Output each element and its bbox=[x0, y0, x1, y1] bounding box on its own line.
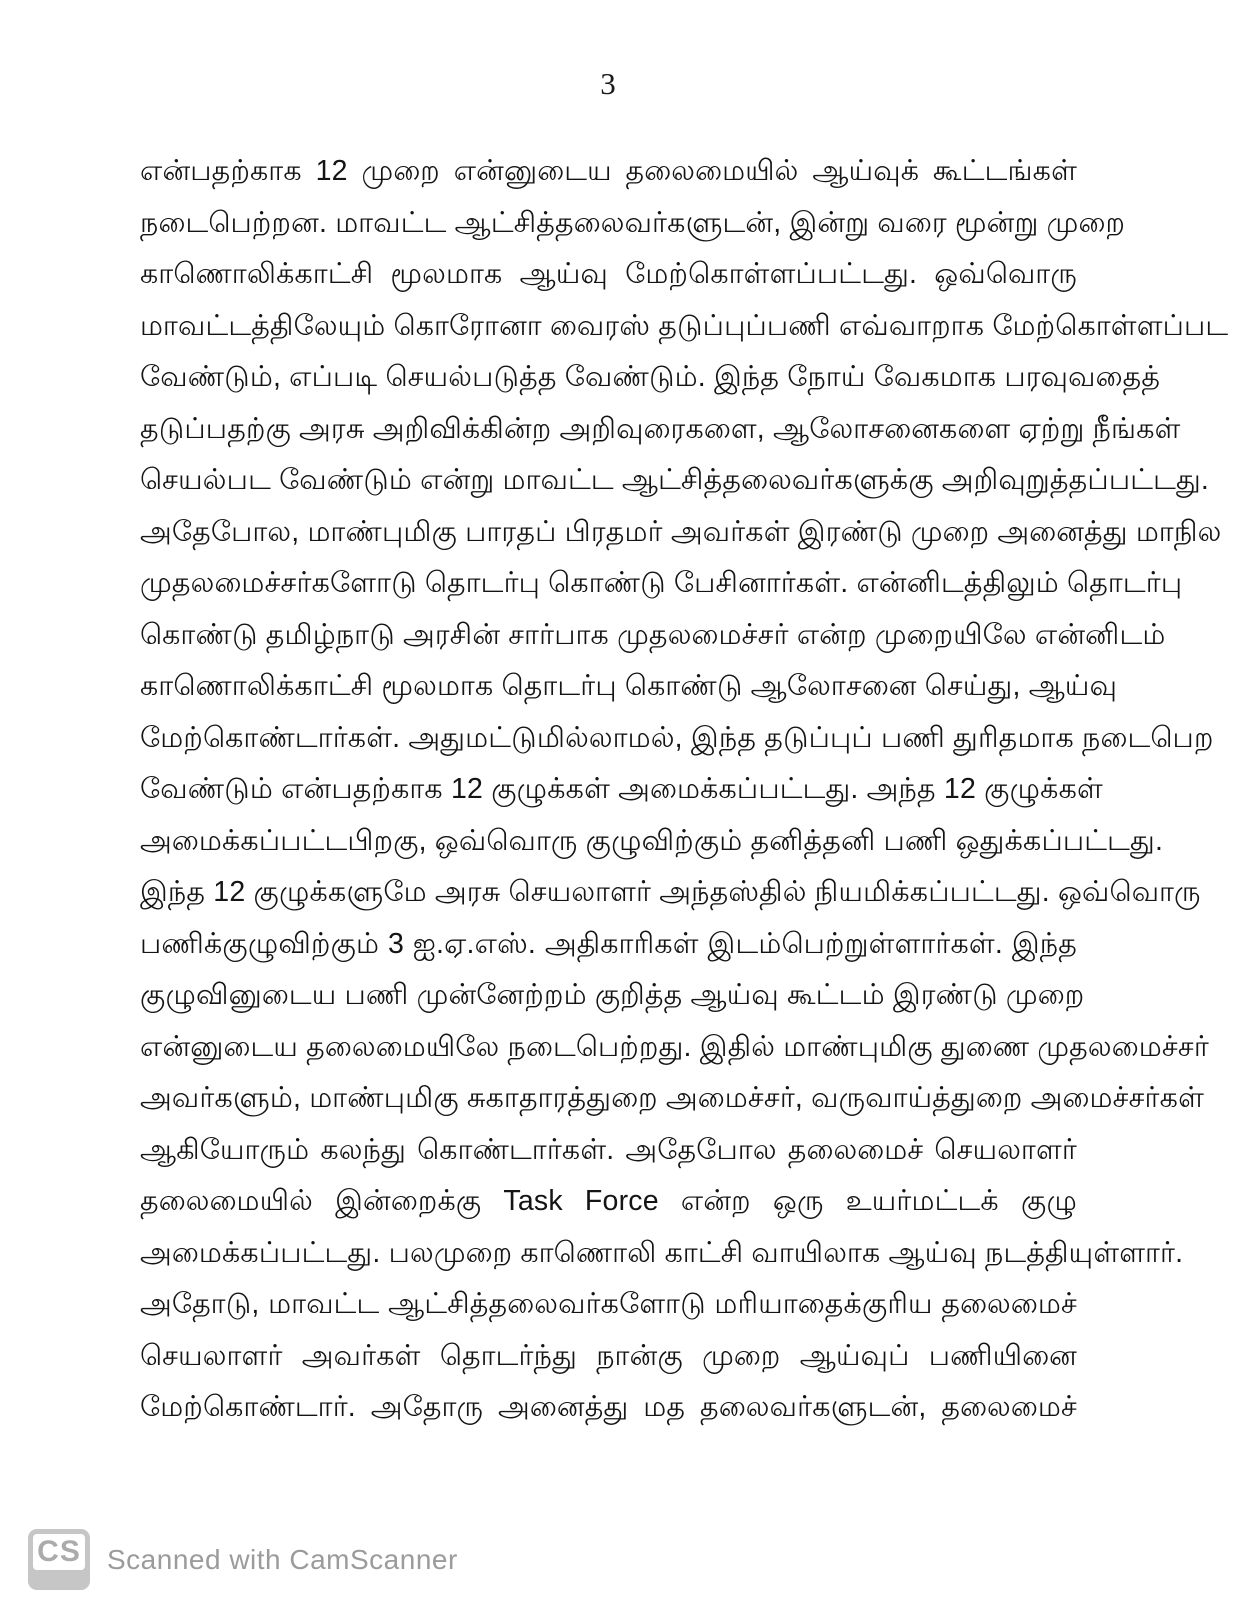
camscanner-logo-text: CS bbox=[37, 1535, 81, 1568]
text-line: வேண்டும், எப்படி செயல்படுத்த வேண்டும். இந்த நோய் வேகமாக பரவுவதைத் bbox=[140, 361, 1161, 393]
text-line: மேற்கொண்டார். அதோரு அனைத்து மத தலைவர்களுடன், தலைமைச் bbox=[140, 1391, 1077, 1423]
text-line: காணொலிக்காட்சி மூலமாக ஆய்வு மேற்கொள்ளப்பட்டது. ஒவ்வொரு bbox=[140, 258, 1077, 290]
text-line: தடுப்பதற்கு அரசு அறிவிக்கின்ற அறிவுரைகளை, ஆலோசனைகளை ஏற்று நீங்கள் bbox=[140, 412, 1181, 445]
text-line: அவர்களும், மாண்புமிகு சுகாதாரத்துறை அமைச்சர், வருவாய்த்துறை அமைச்சர்கள் bbox=[140, 1082, 1204, 1114]
text-line: இந்த 12 குழுக்களுமே அரசு செயலாளர் அந்தஸ்தில் நியமிக்கப்பட்டது. ஒவ்வொரு bbox=[140, 876, 1201, 908]
text-line: செயல்பட வேண்டும் என்று மாவட்ட ஆட்சித்தலைவர்களுக்கு அறிவுறுத்தப்பட்டது. bbox=[140, 464, 1210, 496]
text-line: ஆகியோரும் கலந்து கொண்டார்கள். அதேபோல தலைமைச் செயலாளர் bbox=[140, 1133, 1077, 1166]
text-line: மேற்கொண்டார்கள். அதுமட்டுமில்லாமல், இந்த தடுப்புப் பணி துரிதமாக நடைபெற bbox=[140, 721, 1214, 754]
text-line: பணிக்குழுவிற்கும் 3 ஐ.ஏ.எஸ். அதிகாரிகள் இடம்பெற்றுள்ளார்கள். இந்த bbox=[140, 927, 1077, 960]
text-line: அமைக்கப்பட்டது. பலமுறை காணொலி காட்சி வாயிலாக ஆய்வு நடத்தியுள்ளார். bbox=[140, 1236, 1184, 1269]
camscanner-logo-inner bbox=[33, 1534, 85, 1570]
page-number: 3 bbox=[600, 66, 616, 101]
text-line: மாவட்டத்திலேயும் கொரோனா வைரஸ் தடுப்புப்பணி எவ்வாறாக மேற்கொள்ளப்பட bbox=[140, 309, 1229, 342]
document-body bbox=[140, 146, 1229, 1434]
text-line: செயலாளர் அவர்கள் தொடர்ந்து நான்கு முறை ஆய்வுப் பணியினை bbox=[140, 1339, 1077, 1372]
text-line: என்பதற்காக 12 முறை என்னுடைய தலைமையில் ஆய்வுக் கூட்டங்கள் bbox=[140, 155, 1077, 187]
camscanner-watermark-label: Scanned with CamScanner bbox=[107, 1543, 458, 1575]
text-line: காணொலிக்காட்சி மூலமாக தொடர்பு கொண்டு ஆலோசனை செய்து, ஆய்வு bbox=[140, 670, 1118, 702]
text-line: நடைபெற்றன. மாவட்ட ஆட்சித்தலைவர்களுடன், இன்று வரை மூன்று முறை bbox=[140, 206, 1126, 239]
camscanner-logo-icon bbox=[28, 1529, 90, 1590]
camscanner-watermark bbox=[28, 1529, 458, 1590]
text-line: அதோடு, மாவட்ட ஆட்சித்தலைவர்களோடு மரியாதைக்குரிய தலைமைச் bbox=[140, 1288, 1077, 1320]
text-line: வேண்டும் என்பதற்காக 12 குழுக்கள் அமைக்கப்பட்டது. அந்த 12 குழுக்கள் bbox=[140, 773, 1103, 805]
text-line: கொண்டு தமிழ்நாடு அரசின் சார்பாக முதலமைச்சர் என்ற முறையிலே என்னிடம் bbox=[140, 618, 1166, 651]
text-line: என்னுடைய தலைமையிலே நடைபெற்றது. இதில் மாண்புமிகு துணை முதலமைச்சர் bbox=[140, 1030, 1209, 1063]
text-line: அதேபோல, மாண்புமிகு பாரதப் பிரதமர் அவர்கள் இரண்டு முறை அனைத்து மாநில bbox=[140, 515, 1222, 548]
text-line: தலைமையில் இன்றைக்கு Task Force என்ற ஒரு உயர்மட்டக் குழு bbox=[140, 1185, 1077, 1217]
text-line: குழுவினுடைய பணி முன்னேற்றம் குறித்த ஆய்வு கூட்டம் இரண்டு முறை bbox=[140, 979, 1085, 1011]
text-line: அமைக்கப்பட்டபிறகு, ஒவ்வொரு குழுவிற்கும் தனித்தனி பணி ஒதுக்கப்பட்டது. bbox=[140, 824, 1164, 857]
text-line: முதலமைச்சர்களோடு தொடர்பு கொண்டு பேசினார்கள். என்னிடத்திலும் தொடர்பு bbox=[140, 567, 1183, 599]
